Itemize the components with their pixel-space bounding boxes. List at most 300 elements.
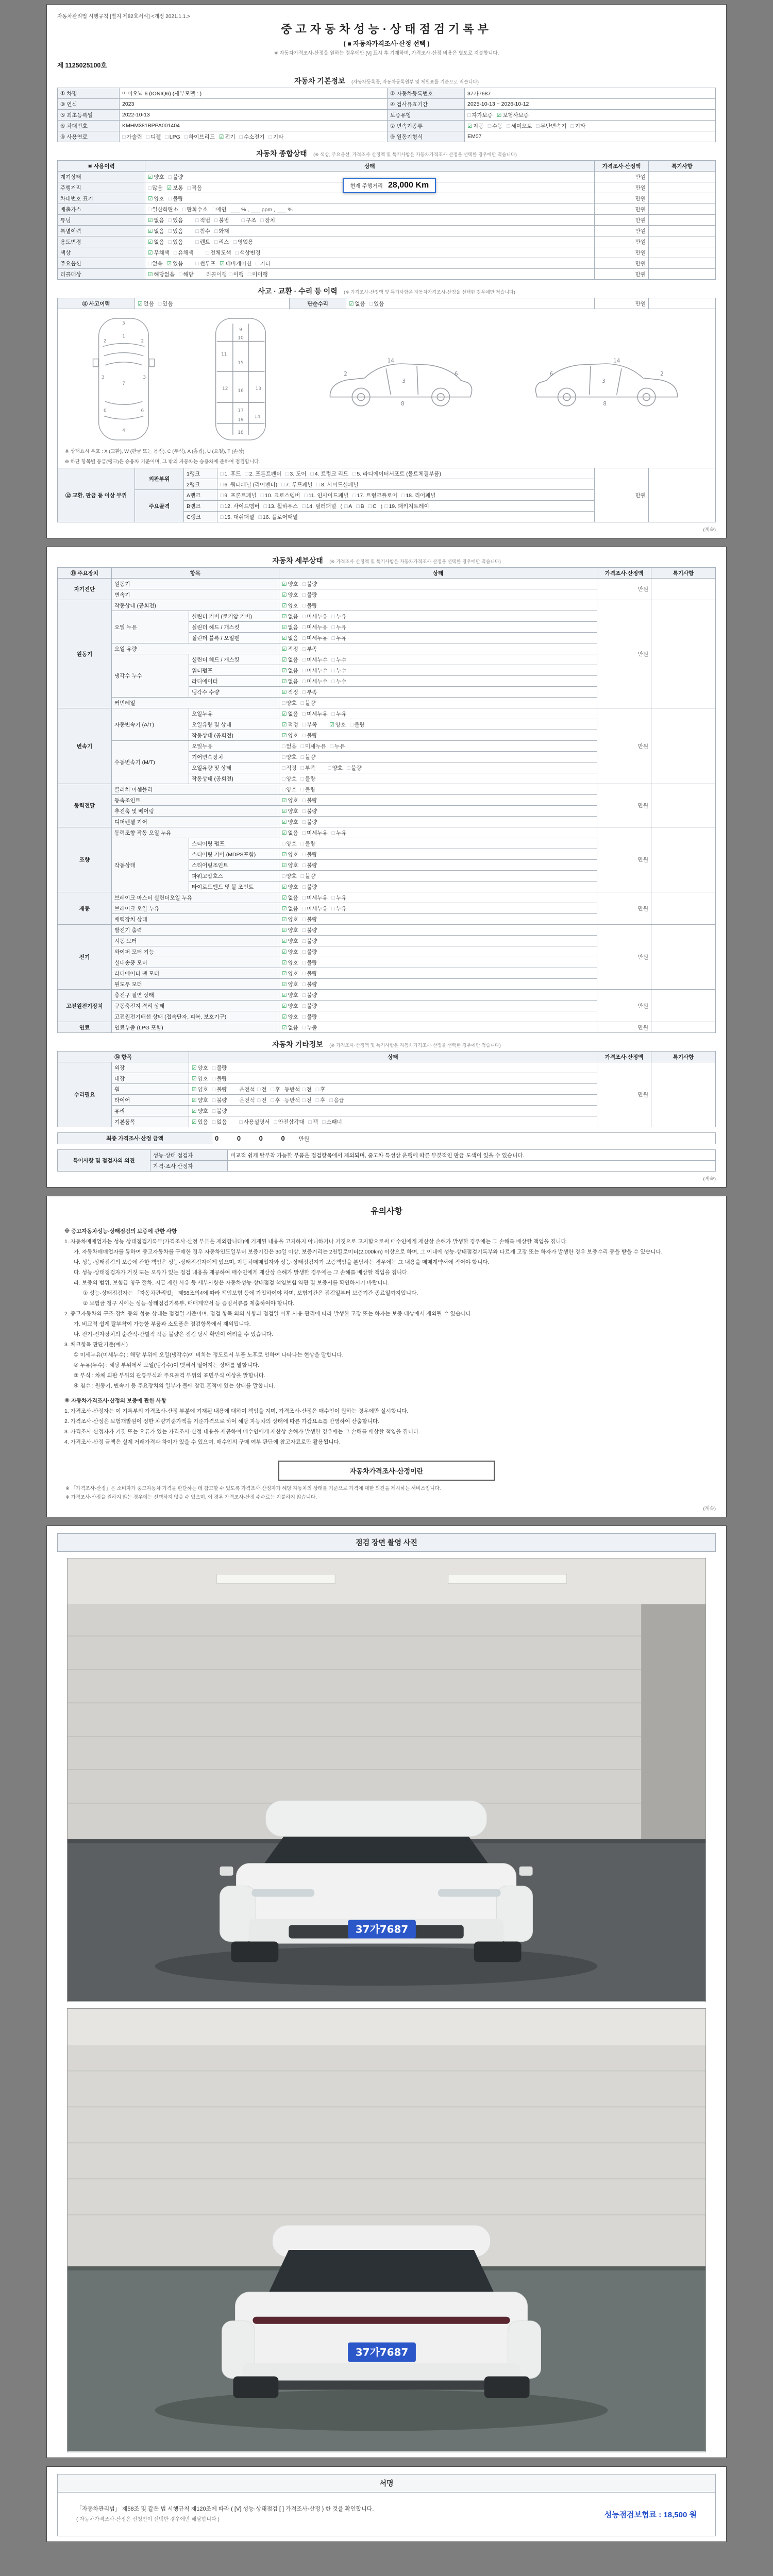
checkbox-14. 필러패널[interactable]: □ 14. 필러패널 (302, 503, 337, 510)
notice-line: 3. 가격조사·산정자가 거짓 또는 오류가 있는 가격조사·산정 내용을 제공하여 매수인에게 재산상 손해가 발생한 경우에는 그 손해를 배상할 책임을 집니다. (64, 1429, 420, 1435)
column-header: 특기사항 (651, 568, 716, 579)
checkbox-기타[interactable]: □ 기타 (570, 123, 585, 129)
checkbox-무단변속기[interactable]: □ 무단변속기 (536, 123, 567, 129)
svg-text:14: 14 (613, 358, 620, 364)
checkbox-없음[interactable]: ☑ 없음 (148, 217, 164, 224)
checkbox-불법[interactable]: □ 불법 (214, 217, 229, 224)
checkbox-영업용[interactable]: □ 영업용 (233, 239, 254, 245)
checkbox-후[interactable]: □ 후 (271, 1086, 280, 1093)
checkbox-누유[interactable]: □ 누유 (331, 894, 347, 901)
checkbox-전[interactable]: □ 전 (302, 1086, 312, 1093)
checkbox-12. 사이드멤버[interactable]: □ 12. 사이드멤버 (220, 503, 260, 510)
rank-label: C랭크 (184, 512, 217, 522)
checkbox-없음[interactable]: ☑ 없음 (148, 239, 164, 245)
opinion-group-label: 특이사항 및 점검자의 의견 (58, 1150, 150, 1172)
checkbox-부족[interactable]: □ 부족 (302, 689, 317, 696)
svg-text:1: 1 (122, 334, 125, 340)
checkbox-불량[interactable]: □ 불량 (302, 959, 317, 966)
item-label: 유리 (112, 1106, 189, 1116)
checkbox-누유[interactable]: □ 누유 (331, 710, 347, 717)
option-group-label: 동반석 (284, 1097, 300, 1104)
status-cell (145, 236, 595, 247)
checkbox-양호[interactable]: ☑ 양호 (329, 721, 346, 728)
checkbox-불량[interactable]: □ 불량 (302, 851, 317, 858)
option-group-label: ___ % (277, 206, 293, 213)
svg-text:6: 6 (549, 371, 553, 378)
section-accident-note: (※ 가격조사·산정액 및 특기사항은 자동차가격조사·산정을 선택한 경우에만 적습니다) (344, 290, 515, 295)
checkbox-없음[interactable]: □ 없음 (282, 743, 297, 750)
notice-list (57, 1218, 716, 1451)
checkbox-전기[interactable]: ☑ 전기 (219, 133, 236, 140)
checkbox-없음[interactable]: ☑ 없음 (282, 894, 298, 901)
checkbox-후[interactable]: □ 후 (271, 1097, 280, 1104)
checkbox-양호[interactable]: ☑ 양호 (282, 797, 298, 804)
checkbox-LPG[interactable]: □ LPG (165, 133, 180, 140)
notice-line: 가. 자동차매매업자를 통하여 중고자동차를 구매한 경우 자동차인도일부터 보증기간은 30일 이상, 보증거리는 2천킬로미터(2,000km) 이상으로 하며, 그 이내에 성능·상태점검기록부와 다르게 고장 또는 하자가 발생한 경우 보증수리 등을 받을 수 있습니다. (74, 1249, 663, 1255)
notice-line: ※ 중고자동차성능·상태점검의 보증에 관한 사항 (64, 1228, 177, 1234)
odometer-label: 현재 주행거리 (350, 182, 383, 189)
column-header: 상태 (279, 568, 597, 579)
checkbox-불량[interactable]: □ 불량 (302, 581, 317, 587)
checkbox-수소전기[interactable]: □ 수소전기 (239, 133, 265, 140)
page-marker: (계속) (703, 1176, 716, 1182)
checkbox-침수[interactable]: □ 침수 (195, 228, 210, 234)
item-label: 윈도우 모터 (112, 979, 279, 990)
signature-statement (76, 2504, 374, 2524)
option-group-label: 운전석 (239, 1097, 255, 1104)
checkbox-없음[interactable]: ☑ 없음 (138, 300, 154, 307)
subitem-label: 오일누유 (189, 708, 279, 719)
checkbox-양호[interactable]: ☑ 양호 (282, 981, 298, 988)
checkbox-보통[interactable]: ☑ 보통 (166, 184, 183, 191)
checkbox-불량[interactable]: □ 불량 (300, 873, 316, 879)
checkbox-없음[interactable]: ☑ 없음 (282, 624, 298, 631)
svg-text:2: 2 (103, 338, 107, 344)
checkbox-11. 인사이드패널[interactable]: □ 11. 인사이드패널 (304, 492, 349, 499)
checkbox-렌트[interactable]: □ 렌트 (195, 239, 210, 245)
checkbox-17. 트렁크플로어[interactable]: □ 17. 트렁크플로어 (352, 492, 397, 499)
page-title: 중고자동차성능·상태점검기록부 (281, 23, 492, 36)
checkbox-있음[interactable]: □ 있음 (369, 300, 384, 307)
notice-line: 4. 가격조사·산정 금액은 실제 거래가격과 차이가 있을 수 있으며, 매수인의 구매 여부 판단에 참고자료로만 활용됩니다. (64, 1439, 341, 1445)
checkbox-누유[interactable]: □ 누유 (330, 743, 345, 750)
checkbox-양호[interactable]: ☑ 양호 (192, 1108, 208, 1114)
checkbox-없음[interactable]: ☑ 없음 (282, 829, 298, 836)
vehicle-name-value: 아이오닉 6 (IONIQ6) (세부모델 : ) (120, 88, 388, 99)
checkbox-있음[interactable]: □ 있음 (168, 239, 183, 245)
price-cell: 만원 (595, 468, 649, 522)
checkbox-많음[interactable]: □ 많음 (148, 184, 163, 191)
option-group-label: 리콜이행 (206, 271, 227, 278)
price-survey-select[interactable]: ( ■ 자동차가격조사·산정 선택 ) (343, 40, 430, 47)
checkbox-가솔린[interactable]: □ 가솔린 (122, 133, 142, 140)
checkbox-불량[interactable]: □ 불량 (302, 938, 317, 944)
checkbox-부족[interactable]: □ 부족 (302, 646, 317, 652)
checkbox-적정[interactable]: □ 적정 (282, 765, 297, 771)
item-label: 커먼레일 (112, 698, 279, 708)
checkbox-7. 루프패널[interactable]: □ 7. 루프패널 (281, 481, 313, 488)
checkbox-누유[interactable]: □ 누유 (331, 635, 347, 641)
checkbox-수동[interactable]: □ 수동 (488, 123, 503, 129)
checkbox-양호[interactable]: ☑ 양호 (282, 948, 298, 955)
checkbox-매연[interactable]: □ 매연 (211, 206, 227, 213)
checkbox-네비게이션[interactable]: ☑ 네비게이션 (220, 260, 252, 267)
checkbox-양호[interactable]: ☑ 양호 (148, 195, 164, 202)
checkbox-미세누수[interactable]: □ 미세누수 (302, 667, 328, 674)
checkbox-불량[interactable]: □ 불량 (302, 916, 317, 923)
svg-text:7: 7 (122, 381, 125, 387)
checkbox-미세누유[interactable]: □ 미세누유 (302, 829, 328, 836)
checkbox-적정[interactable]: ☑ 적정 (282, 689, 298, 696)
row-label: 용도변경 (58, 236, 145, 247)
checkbox-양호[interactable]: ☑ 양호 (282, 927, 298, 934)
item-label: 휠 (112, 1084, 189, 1095)
checkbox-미세누유[interactable]: □ 미세누유 (302, 894, 328, 901)
svg-text:13: 13 (255, 386, 261, 392)
checkbox-불량[interactable]: □ 불량 (302, 1013, 317, 1020)
checkbox-양호[interactable]: ☑ 양호 (282, 992, 298, 998)
item-label: 시동 모터 (112, 936, 279, 946)
checkbox-불량[interactable]: □ 불량 (300, 840, 316, 847)
checkbox-미세누유[interactable]: □ 미세누유 (302, 905, 328, 912)
checkbox-없음[interactable]: ☑ 없음 (282, 613, 298, 620)
checkbox-6. 쿼터패널 (리어펜더)[interactable]: □ 6. 쿼터패널 (리어펜더) (220, 481, 278, 488)
status-cell (279, 708, 597, 719)
accident-history-label: ⑪ 사고이력 (58, 298, 135, 309)
checkbox-무채색[interactable]: ☑ 무채색 (148, 249, 170, 256)
parts-cell (217, 512, 595, 522)
checkbox-리스[interactable]: □ 리스 (214, 239, 229, 245)
checkbox-잭[interactable]: □ 잭 (308, 1118, 318, 1125)
checkbox-적정[interactable]: ☑ 적정 (282, 646, 298, 652)
checkbox-A[interactable]: □ A (344, 503, 352, 510)
checkbox-16. 플로어패널[interactable]: □ 16. 플로어패널 (258, 514, 298, 520)
checkbox-미세누수[interactable]: □ 미세누수 (302, 678, 328, 685)
section-notice-header (57, 1205, 716, 1216)
subitem-label: 작동상태 (공회전) (189, 730, 279, 741)
checkbox-미세누유[interactable]: □ 미세누유 (302, 624, 328, 631)
checkbox-불량[interactable]: □ 불량 (212, 1108, 227, 1114)
checkbox-양호[interactable]: ☑ 양호 (282, 602, 298, 609)
checkbox-불량[interactable]: □ 불량 (168, 174, 183, 180)
status-cell (279, 773, 597, 784)
checkbox-불량[interactable]: □ 불량 (302, 591, 317, 598)
checkbox-세미오토[interactable]: □ 세미오토 (507, 123, 532, 129)
status-cell (279, 936, 597, 946)
checkbox-자동[interactable]: ☑ 자동 (467, 123, 484, 129)
checkbox-있음[interactable]: ☑ 있음 (192, 1118, 208, 1125)
vehicle-diagram-top-view (90, 314, 157, 444)
checkbox-양호[interactable]: ☑ 양호 (282, 819, 298, 825)
checkbox-없음[interactable]: ☑ 없음 (349, 300, 365, 307)
checkbox-없음[interactable]: ☑ 없음 (282, 905, 298, 912)
checkbox-누수[interactable]: □ 누수 (331, 656, 347, 663)
checkbox-부족[interactable]: □ 부족 (300, 765, 316, 771)
checkbox-5. 라디에이터서포트 (볼트체결부품)[interactable]: □ 5. 라디에이터서포트 (볼트체결부품) (352, 470, 441, 477)
checkbox-응급[interactable]: □ 응급 (329, 1097, 344, 1104)
checkbox-하이브리드[interactable]: □ 하이브리드 (184, 133, 215, 140)
checkbox-불량[interactable]: □ 불량 (300, 754, 316, 760)
checkbox-양호[interactable]: □ 양호 (282, 786, 297, 793)
checkbox-불량[interactable]: □ 불량 (168, 195, 183, 202)
checkbox-장치[interactable]: □ 장치 (260, 217, 275, 224)
checkbox-누유[interactable]: □ 누유 (331, 829, 347, 836)
checkbox-양호[interactable]: ☑ 양호 (282, 851, 298, 858)
checkbox-누유[interactable]: □ 누유 (331, 624, 347, 631)
checkbox-4. 트렁크 리드[interactable]: □ 4. 트렁크 리드 (310, 470, 349, 477)
item-label: 변속기 (112, 589, 279, 600)
vehicle-diagram-right-side-view (529, 346, 683, 413)
checkbox-양호[interactable]: ☑ 양호 (282, 581, 298, 587)
section-basic-note: (자동차등록증, 자동차등록원부 및 제원표를 기준으로 적습니다) (351, 79, 479, 84)
checkbox-없음[interactable]: □ 없음 (212, 1118, 227, 1125)
checkbox-3. 도어[interactable]: □ 3. 도어 (285, 470, 307, 477)
status-cell (279, 752, 597, 762)
group-label: 원동기 (58, 600, 112, 708)
checkbox-양호[interactable]: ☑ 양호 (282, 970, 298, 977)
checkbox-불량[interactable]: □ 불량 (302, 948, 317, 955)
svg-text:5: 5 (122, 321, 125, 327)
checkbox-불량[interactable]: □ 불량 (302, 981, 317, 988)
checkbox-2. 프론트펜더[interactable]: □ 2. 프론트펜더 (245, 470, 282, 477)
vehicle-diagram-left-side-view (324, 346, 479, 413)
checkbox-불량[interactable]: □ 불량 (302, 970, 317, 977)
checkbox-양호[interactable]: □ 양호 (282, 840, 297, 847)
table-row (58, 892, 716, 903)
checkbox-양호[interactable]: □ 양호 (282, 700, 297, 706)
checkbox-불량[interactable]: □ 불량 (302, 732, 317, 739)
checkbox-없음[interactable]: ☑ 없음 (282, 667, 298, 674)
checkbox-불량[interactable]: □ 불량 (302, 797, 317, 804)
checkbox-불량[interactable]: □ 불량 (346, 765, 362, 771)
checkbox-기타[interactable]: □ 기타 (256, 260, 271, 267)
checkbox-불량[interactable]: □ 불량 (302, 808, 317, 815)
checkbox-유채색[interactable]: □ 유채색 (173, 249, 194, 256)
item-label: 냉각수 누수 (112, 654, 189, 698)
checkbox-불량[interactable]: □ 불량 (212, 1097, 227, 1104)
checkbox-불량[interactable]: □ 불량 (302, 862, 317, 869)
checkbox-미세누유[interactable]: □ 미세누유 (302, 635, 328, 641)
checkbox-있음[interactable]: ☑ 있음 (166, 260, 183, 267)
checkbox-양호[interactable]: □ 양호 (282, 775, 297, 782)
checkbox-부족[interactable]: □ 부족 (302, 721, 317, 728)
checkbox-불량[interactable]: □ 불량 (350, 721, 365, 728)
checkbox-후[interactable]: □ 후 (315, 1097, 326, 1104)
checkbox-15. 대쉬패널[interactable]: □ 15. 대쉬패널 (220, 514, 255, 520)
checkbox-없음[interactable]: ☑ 없음 (282, 710, 298, 717)
note-cell (649, 298, 716, 309)
checkbox-양호[interactable]: ☑ 양호 (192, 1075, 208, 1082)
item-label: 오일 누유 (112, 611, 189, 643)
checkbox-전[interactable]: □ 전 (257, 1086, 267, 1093)
field-label: ① 차명 (58, 88, 120, 99)
item-label: 오일 유량 (112, 643, 279, 654)
row-label: 계기상태 (58, 172, 145, 182)
subitem-label: 오일유량 및 상태 (189, 719, 279, 730)
status-cell (279, 979, 597, 990)
checkbox-이행[interactable]: □ 이행 (229, 271, 244, 278)
checkbox-10. 크로스멤버[interactable]: □ 10. 크로스멤버 (260, 492, 300, 499)
checkbox-미세누유[interactable]: □ 미세누유 (300, 743, 326, 750)
note-cell (649, 269, 716, 280)
checkbox-미세누유[interactable]: □ 미세누유 (302, 710, 328, 717)
status-cell (279, 698, 597, 708)
checkbox-불량[interactable]: □ 불량 (300, 775, 316, 782)
checkbox-불량[interactable]: □ 불량 (212, 1064, 227, 1071)
checkbox-양호[interactable]: ☑ 양호 (282, 959, 298, 966)
document-page-3 (46, 1196, 727, 1517)
checkbox-일산화탄소[interactable]: □ 일산화탄소 (148, 206, 179, 213)
notice-line: 나. 성능·상태점검의 보증에 관한 책임은 성능·상태점검자에게 있으며, 자동차매매업자와 성능·상태점검자가 보증책임을 분담하는 경우에는 그 내용을 매매계약서에 적어야 합니다. (74, 1259, 490, 1265)
subitem-label: 기어변속장치 (189, 752, 279, 762)
checkbox-양호[interactable]: ☑ 양호 (148, 174, 164, 180)
checkbox-기타[interactable]: □ 기타 (268, 133, 284, 140)
checkbox-미세누수[interactable]: □ 미세누수 (302, 656, 328, 663)
checkbox-양호[interactable]: ☑ 양호 (282, 938, 298, 944)
checkbox-양호[interactable]: □ 양호 (328, 765, 343, 771)
item-label: 자동변속기 (A/T) (112, 708, 189, 741)
status-cell (279, 957, 597, 968)
item-label: 내장 (112, 1073, 189, 1084)
price-cell: 만원 (595, 269, 649, 280)
checkbox-있음[interactable]: □ 있음 (168, 228, 183, 234)
signature-body (57, 2493, 716, 2536)
checkbox-썬루프[interactable]: □ 썬루프 (195, 260, 216, 267)
inspection-photo-rear (67, 2008, 706, 2452)
checkbox-양호[interactable]: □ 양호 (282, 754, 297, 760)
checkbox-보험사보증[interactable]: ☑ 보험사보증 (496, 112, 529, 118)
checkbox-양호[interactable]: ☑ 양호 (282, 884, 298, 890)
svg-text:14: 14 (254, 414, 260, 420)
checkbox-전체도색[interactable]: □ 전체도색 (206, 249, 231, 256)
subitem-label: 스티어링조인트 (189, 860, 279, 871)
checkbox-13. 휠하우스[interactable]: □ 13. 휠하우스 (263, 503, 298, 510)
checkbox-불량[interactable]: □ 불량 (302, 819, 317, 825)
checkbox-불량[interactable]: □ 불량 (302, 602, 317, 609)
checkbox-C[interactable]: □ C (368, 503, 377, 510)
checkbox-18. 리어패널[interactable]: □ 18. 리어패널 (401, 492, 436, 499)
checkbox-양호[interactable]: □ 양호 (282, 873, 297, 879)
checkbox-불량[interactable]: □ 불량 (302, 992, 317, 998)
checkbox-양호[interactable]: ☑ 양호 (192, 1064, 208, 1071)
svg-text:16: 16 (237, 388, 244, 394)
column-header: ⑭ 항목 (58, 1052, 189, 1062)
checkbox-없음[interactable]: □ 없음 (148, 260, 163, 267)
section-overall-note: (※ 색상, 주요옵션, 가격조사·산정액 및 특기사항은 자동차가격조사·산정을 선택한 경우에만 적습니다) (313, 152, 517, 157)
notice-line: ① 미세누유(미세누수) : 해당 부위에 오일(냉각수)이 비치는 정도로서 부품 노후로 인하여 나타나는 현상을 말합니다. (74, 1352, 344, 1358)
checkbox-자가보증[interactable]: □ 자가보증 (467, 112, 493, 118)
checkbox-적법[interactable]: □ 적법 (195, 217, 210, 224)
checkbox-1. 후드[interactable]: □ 1. 후드 (220, 470, 241, 477)
checkbox-양호[interactable]: ☑ 양호 (192, 1086, 208, 1093)
table-row (58, 204, 716, 215)
checkbox-B[interactable]: □ B (356, 503, 364, 510)
rank-label: 2랭크 (184, 479, 217, 490)
checkbox-양호[interactable]: ☑ 양호 (192, 1097, 208, 1104)
checkbox-누출[interactable]: □ 누출 (302, 1024, 317, 1031)
checkbox-미세누유[interactable]: □ 미세누유 (302, 613, 328, 620)
item-label: 기본품목 (112, 1116, 189, 1127)
checkbox-탄화수소[interactable]: □ 탄화수소 (182, 206, 208, 213)
checkbox-양호[interactable]: ☑ 양호 (282, 1003, 298, 1009)
checkbox-없음[interactable]: ☑ 없음 (148, 228, 164, 234)
notice-line: 1. 가격조사·산정자는 이 기록부의 가격조사·산정 부분에 기재된 내용에 대하여 책임을 지며, 가격조사·산정은 매수인이 원하는 경우에만 실시합니다. (64, 1408, 409, 1414)
checkbox-9. 프론트패널[interactable]: □ 9. 프론트패널 (220, 492, 257, 499)
price-cell: 만원 (597, 925, 651, 990)
checkbox-전[interactable]: □ 전 (257, 1097, 267, 1104)
checkbox-해당[interactable]: □ 해당 (179, 271, 194, 278)
subitem-label: 오일누유 (189, 741, 279, 752)
checkbox-누유[interactable]: □ 누유 (331, 613, 347, 620)
checkbox-불량[interactable]: □ 불량 (212, 1075, 227, 1082)
signature-section-title: 서명 (57, 2474, 716, 2493)
checkbox-미이행[interactable]: □ 미이행 (247, 271, 268, 278)
checkbox-구조[interactable]: □ 구조 (241, 217, 257, 224)
diagram-legend-2: ※ 하단 항목별 등급(랭크)은 승용차 기준이며, 그 밖의 자동차는 승용차에 준하여 점검합니다. (65, 459, 260, 465)
checkbox-있음[interactable]: □ 있음 (158, 300, 173, 307)
checkbox-누유[interactable]: □ 누유 (331, 905, 347, 912)
checkbox-전[interactable]: □ 전 (302, 1097, 312, 1104)
table-row (58, 236, 716, 247)
checkbox-후[interactable]: □ 후 (315, 1086, 326, 1093)
checkbox-없음[interactable]: ☑ 없음 (282, 635, 298, 641)
note-cell (649, 468, 716, 522)
status-cell (145, 182, 595, 193)
checkbox-양호[interactable]: ☑ 양호 (282, 1013, 298, 1020)
note-cell (651, 925, 716, 990)
status-cell (279, 676, 597, 687)
checkbox-불량[interactable]: □ 불량 (300, 700, 316, 706)
checkbox-있음[interactable]: □ 있음 (168, 217, 183, 224)
checkbox-색상변경[interactable]: □ 색상변경 (235, 249, 261, 256)
checkbox-스패너[interactable]: □ 스패너 (322, 1118, 342, 1125)
checkbox-적음[interactable]: □ 적음 (187, 184, 202, 191)
checkbox-없음[interactable]: ☑ 없음 (282, 656, 298, 663)
checkbox-양호[interactable]: ☑ 양호 (282, 732, 298, 739)
checkbox-화재[interactable]: □ 화재 (214, 228, 229, 234)
checkbox-불량[interactable]: □ 불량 (302, 884, 317, 890)
checkbox-불량[interactable]: □ 불량 (302, 927, 317, 934)
checkbox-해당없음[interactable]: ☑ 해당없음 (148, 271, 175, 278)
checkbox-누수[interactable]: □ 누수 (331, 667, 347, 674)
status-cell (279, 730, 597, 741)
status-cell (279, 1022, 597, 1033)
note-cell (649, 258, 716, 269)
checkbox-사용설명서[interactable]: □ 사용설명서 (239, 1118, 270, 1125)
checkbox-없음[interactable]: ☑ 없음 (282, 678, 298, 685)
checkbox-양호[interactable]: ☑ 양호 (282, 591, 298, 598)
checkbox-없음[interactable]: ☑ 없음 (282, 1024, 298, 1031)
note-cell (651, 892, 716, 925)
signature-line-2: ( 자동차가격조사·산정은 신청인이 선택한 경우에만 해당합니다 ) (76, 2517, 220, 2523)
checkbox-8. 사이드실패널[interactable]: □ 8. 사이드실패널 (316, 481, 359, 488)
final-price-unit: 만원 (298, 1136, 309, 1142)
checkbox-양호[interactable]: ☑ 양호 (282, 808, 298, 815)
checkbox-양호[interactable]: ☑ 양호 (282, 862, 298, 869)
checkbox-불량[interactable]: □ 불량 (300, 786, 316, 793)
table-row (58, 784, 716, 795)
checkbox-적정[interactable]: ☑ 적정 (282, 721, 298, 728)
checkbox-불량[interactable]: □ 불량 (212, 1086, 227, 1093)
checkbox-안전삼각대[interactable]: □ 안전삼각대 (274, 1118, 305, 1125)
checkbox-불량[interactable]: □ 불량 (302, 1003, 317, 1009)
price-cell: 만원 (595, 226, 649, 236)
status-cell (279, 968, 597, 979)
checkbox-누수[interactable]: □ 누수 (331, 678, 347, 685)
checkbox-디젤[interactable]: □ 디젤 (146, 133, 161, 140)
checkbox-19. 패키지트레이[interactable]: □ 19. 패키지트레이 (384, 503, 429, 510)
checkbox-양호[interactable]: ☑ 양호 (282, 916, 298, 923)
